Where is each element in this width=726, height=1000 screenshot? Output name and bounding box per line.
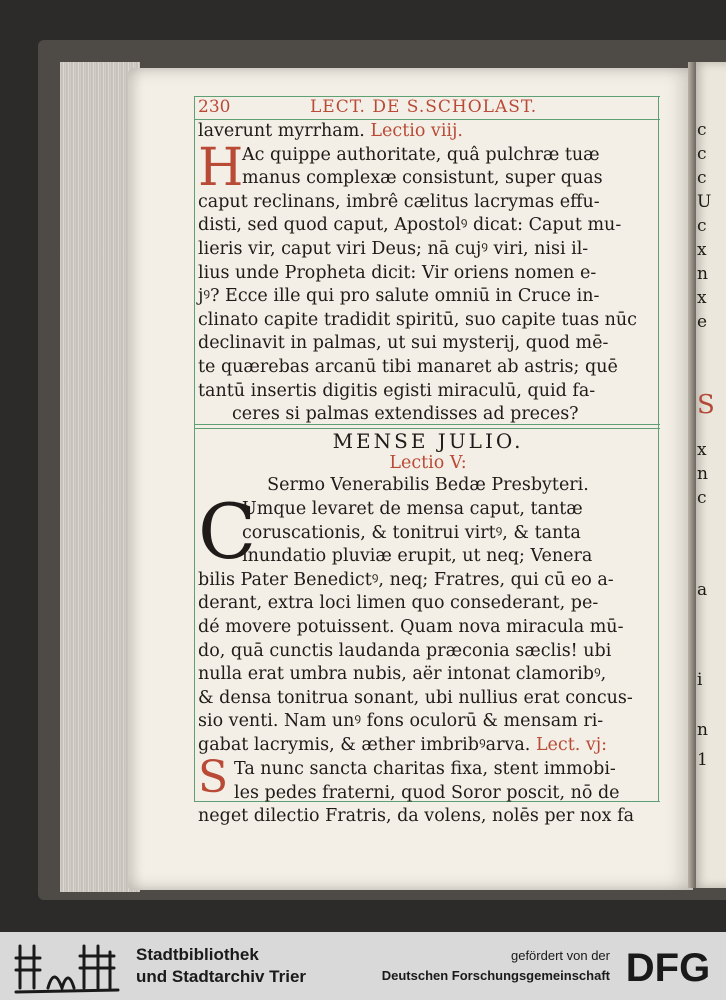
text-line: jꝰ? Ecce ille qui pro salute omniū in Cruce in- <box>198 286 600 307</box>
svg-text:DFG: DFG <box>625 946 711 988</box>
text-line: coruscationis, & tonitrui virtꝰ, & tanta <box>242 522 581 543</box>
text-line: disti, sed quod caput, Apostolꝰ dicat: Caput mu- <box>198 215 622 236</box>
right-fragment: 1 <box>697 750 708 770</box>
drop-capital: S <box>198 752 229 803</box>
text-line: Ta nunc sancta charitas fixa, stent immobi- <box>234 759 616 779</box>
text-line: les pedes fraterni, quod Soror poscit, nō de <box>234 782 620 803</box>
funding-line2: Deutschen Forschungsgemeinschaft <box>381 968 610 983</box>
text-line: do, quā cunctis laudanda præconia sæclis! ubi <box>198 640 612 661</box>
gutter-shadow <box>688 62 696 888</box>
lectio-8-block <box>198 120 658 427</box>
right-fragment: x <box>697 240 707 260</box>
text-line: derant, extra loci limen quo consederant, pe- <box>198 593 599 614</box>
right-fragment: i <box>697 670 703 690</box>
text-line: declinavit in palmas, ut sui mysterij, quod mē- <box>198 333 609 354</box>
right-fragment: c <box>697 144 707 164</box>
drop-capital: C <box>198 487 257 576</box>
right-fragment: c <box>697 168 707 188</box>
text-line: lius unde Propheta dicit: Vir oriens nomen e- <box>198 262 597 283</box>
right-fragment: n <box>697 720 708 740</box>
text-line: Ac quippe authoritate, quâ pulchræ tuæ <box>242 144 600 165</box>
right-fragment: c <box>697 488 707 508</box>
right-fragment: n <box>697 464 708 484</box>
right-fragment: U <box>697 192 712 212</box>
text-line: dé movere potuissent. Quam nova miracula mū- <box>198 616 624 637</box>
text-line: bilis Pater Benedictꝰ, neq; Fratres, qui cū eo a- <box>198 569 614 590</box>
library-name-line1: Stadtbibliothek <box>136 945 259 964</box>
running-title: LECT. DE S.SCHOLAST. <box>310 97 538 117</box>
lectio-5-block <box>198 487 658 758</box>
lectio-label: Lectio V: <box>389 453 467 473</box>
text-line: nulla erat umbra nubis, aër intonat clamoribꝰ, <box>198 664 607 685</box>
text-line: neget dilectio Fratris, da volens, nolēs per nox fa <box>198 806 634 827</box>
stadtbibliothek-logo <box>14 938 122 994</box>
text-line: ceres si palmas extendisses ad preces? <box>232 404 579 425</box>
text-line: te quærebas arcanū tibi manaret ab astris; quē <box>198 356 618 377</box>
text-line: gabat lacrymis, & æther imbribꝰarva. Lect. vj: <box>198 734 608 755</box>
section-heading: MENSE JULIO. <box>332 429 524 453</box>
funding-line1: gefördert von der <box>510 948 610 963</box>
text-line: caput reclinans, imbrê cælitus lacrymas effu- <box>198 191 600 212</box>
text-line: inundatio pluviæ erupit, ut neq; Venera <box>242 546 593 567</box>
right-fragment: x <box>697 288 707 308</box>
ruling-line <box>658 96 659 802</box>
right-fragment: c <box>697 216 707 236</box>
text-line: laverunt myrrham. Lectio viij. <box>198 121 463 141</box>
page-number: 230 <box>198 97 231 117</box>
right-page-edge <box>693 62 726 888</box>
right-fragment: a <box>697 580 708 600</box>
text-line: Umque levaret de mensa caput, tantæ <box>242 499 583 519</box>
sermon-title: Sermo Venerabilis Bedæ Presbyteri. <box>267 475 589 495</box>
ruling-line <box>194 96 195 802</box>
rubric: Lect. vj: <box>535 734 608 755</box>
library-name-line2: und Stadtarchiv Trier <box>136 967 307 986</box>
footer-banner <box>0 932 726 1000</box>
text-line: sio venti. Nam unꝰ fons oculorū & mensam ri- <box>198 711 604 732</box>
text-line: lieris vir, caput viri Deus; nā cujꝰ viri, nisi il- <box>198 238 589 259</box>
right-fragment: c <box>697 120 707 140</box>
dfg-logo <box>619 944 717 988</box>
right-fragment: n <box>697 264 708 284</box>
lectio-6-block <box>198 752 658 829</box>
right-fragment: x <box>697 440 707 460</box>
text-line: manus complexæ consistunt, super quas <box>242 168 603 189</box>
right-fragment: S <box>697 390 715 420</box>
text-line: clinato capite tradidit spiritū, suo capite tuas nūc <box>198 309 637 330</box>
right-fragment: e <box>697 312 708 332</box>
rubric: Lectio viij. <box>370 121 463 141</box>
text-line: & densa tonitrua sonant, ubi nullius erat concus- <box>198 687 633 708</box>
running-header <box>196 97 658 119</box>
drop-capital: H <box>198 138 244 198</box>
text-line: tantū insertis digitis egisti miraculū, quid fa- <box>198 380 596 401</box>
